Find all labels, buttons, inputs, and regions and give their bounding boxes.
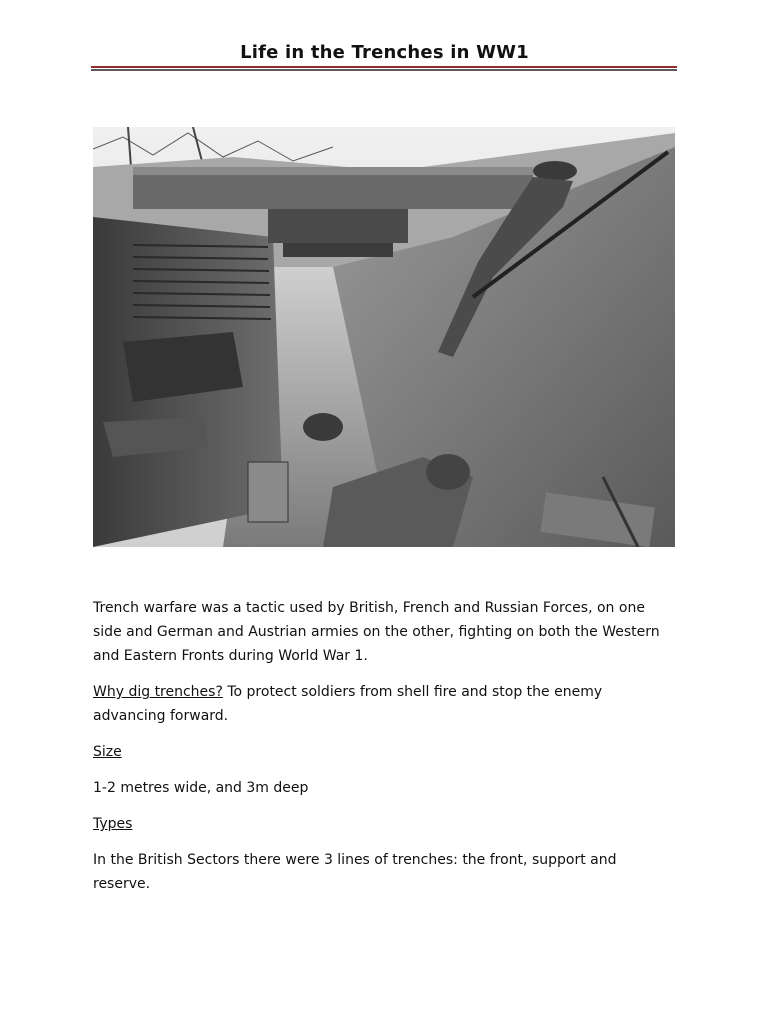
types-heading xyxy=(93,812,673,836)
page-title: Life in the Trenches in WW1 xyxy=(240,42,529,63)
intro-paragraph: Trench warfare was a tactic used by British, French and Russian Forces, on one side and German and Austrian armies on the other, fighting on both the Western and Eastern Fronts during World War 1. xyxy=(93,600,660,664)
why-text: To protect soldiers from shell fire and stop the enemy advancing forward. xyxy=(93,684,603,724)
why-heading: Why dig trenches? xyxy=(93,684,223,700)
size-heading xyxy=(93,740,673,764)
why-paragraph xyxy=(93,680,673,728)
types-heading-label: Types xyxy=(93,816,133,832)
size-heading-label: Size xyxy=(93,744,122,760)
size-text: 1-2 metres wide, and 3m deep xyxy=(93,780,309,796)
trench-photograph xyxy=(93,127,675,547)
title-rule-red xyxy=(91,66,677,68)
title-rule-grey xyxy=(91,69,677,71)
types-text: In the British Sectors there were 3 lines of trenches: the front, support and reserve. xyxy=(93,852,617,892)
